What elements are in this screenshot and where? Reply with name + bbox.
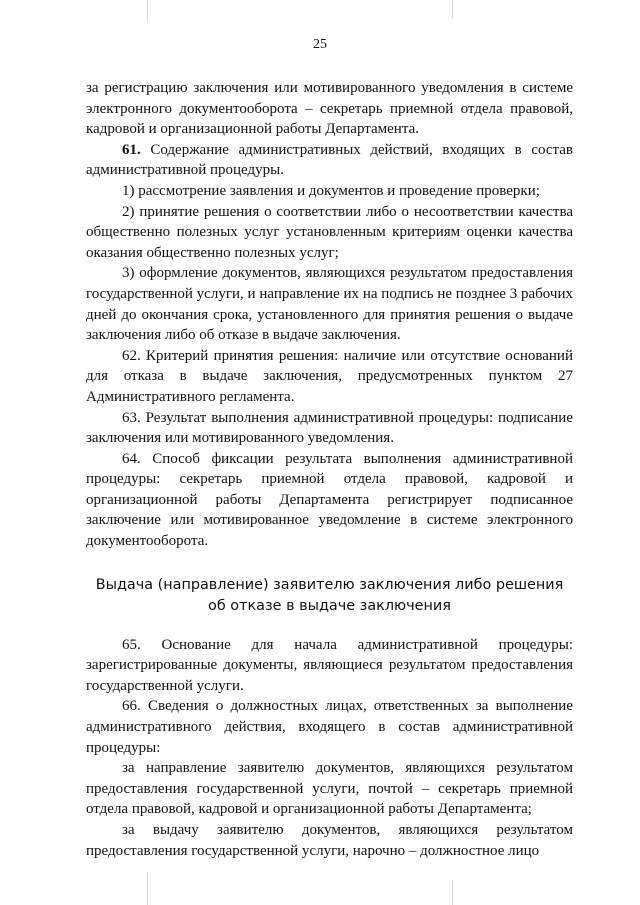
paragraph-text: 64. Способ фиксации результата выполнения административной процедуры: секретарь приемной отдела правовой, кадровой и организационной работы Департамента регистрирует подписанное заключение или мотивированное уведомление в системе электронного документооборота. [86, 450, 573, 550]
paragraph [86, 635, 573, 697]
paragraph [86, 449, 573, 552]
paragraph-number: 61. [122, 141, 141, 158]
list-item [86, 181, 573, 202]
list-item [86, 263, 573, 345]
scan-artifact-line [452, 880, 453, 905]
paragraph-text: 62. Критерий принятия решения: наличие или отсутствие оснований для отказа в выдаче заключения, предусмотренных пунктом 27 Административного регламента. [86, 347, 573, 405]
paragraph-text: 1) рассмотрение заявления и документов и проведение проверки; [122, 182, 540, 199]
paragraph [86, 78, 573, 140]
paragraph [86, 696, 573, 758]
paragraph-text: за регистрацию заключения или мотивированного уведомления в системе электронного документооборота – секретарь приемной отдела правовой, кадровой и организационной работы Департамента. [86, 80, 573, 138]
list-item [86, 202, 573, 264]
paragraph-text: за направление заявителю документов, являющихся результатом предоставления государственной услуги, почтой – секретарь приемной отдела правовой, кадровой и организационной работы Департамента; [86, 760, 573, 818]
document-body [86, 78, 573, 861]
paragraph [86, 758, 573, 820]
scan-artifact-line [452, 0, 453, 18]
section-heading: Выдача (направление) заявителю заключения либо решения об отказе в выдаче заключения [95, 576, 564, 614]
paragraph [86, 346, 573, 408]
paragraph [86, 820, 573, 861]
paragraph-text: 65. Основание для начала административной процедуры: зарегистрированные документы, являющиеся результатом предоставления государственной услуги. [86, 636, 573, 694]
paragraph [86, 408, 573, 449]
paragraph-text: 2) принятие решения о соответствии либо о несоответствии качества общественно полезных услуг установленным критериям оценки качества оказания общественно полезных услуг; [86, 203, 573, 261]
paragraph-text: 66. Сведения о должностных лицах, ответственных за выполнение административного действия, входящего в состав административной процедуры: [86, 698, 573, 756]
paragraph-text: за выдачу заявителю документов, являющихся результатом предоставления государственной услуги, нарочно – должностное лицо [86, 822, 573, 859]
scan-artifact-line [147, 0, 148, 22]
scan-artifact-line [147, 872, 148, 905]
paragraph-text: Содержание административных действий, входящих в состав административной процедуры. [86, 141, 573, 179]
page-number: 25 [313, 37, 327, 52]
paragraph [86, 140, 573, 181]
paragraph-text: 63. Результат выполнения административной процедуры: подписание заключения или мотивированного уведомления. [86, 409, 573, 447]
paragraph-text: 3) оформление документов, являющихся результатом предоставления государственной услуги, и направление их на подпись не позднее 3 рабочих дней до окончания срока, установленного для принятия решения о выдаче заключения либо об отказе в выдаче заключения. [86, 265, 573, 344]
